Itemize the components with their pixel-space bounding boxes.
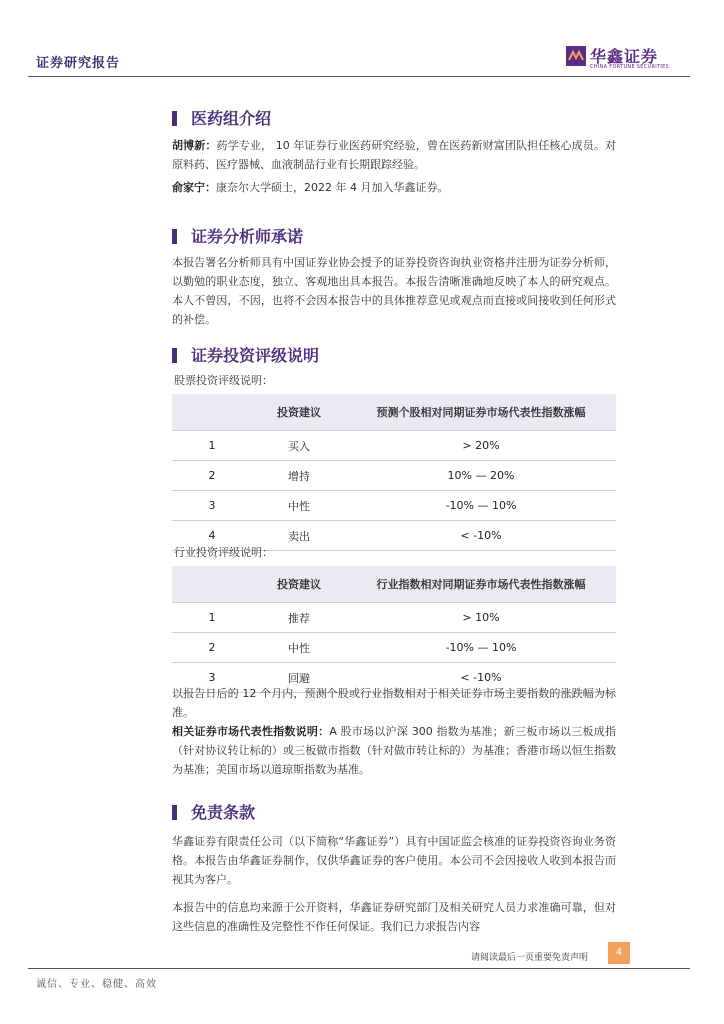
table-header-cell: 投资建议 xyxy=(252,566,346,603)
table-cell: 中性 xyxy=(252,491,346,521)
team-member-1 xyxy=(172,136,616,174)
logo-subtext: CHINA FORTUNE SECURITIES xyxy=(590,64,670,70)
logo-icon xyxy=(566,46,586,66)
section-marker xyxy=(172,229,177,244)
disclaimer-paragraph-2: 本报告中的信息均来源于公开资料，华鑫证券研究部门及相关研究人员力求准确可靠，但对这些信息的准确性及完整性不作任何保证。我们已力求报告内容 xyxy=(172,901,616,933)
stock-rating-table xyxy=(172,394,616,551)
section-marker xyxy=(172,805,177,820)
table-header-cell xyxy=(172,394,252,431)
member-bio: 康奈尔大学硕士，2022 年 4 月加入华鑫证券。 xyxy=(216,181,449,194)
table-cell: 1 xyxy=(172,603,252,633)
table-cell: 买入 xyxy=(252,431,346,461)
section-marker xyxy=(172,348,177,363)
company-logo xyxy=(566,46,696,74)
table-row xyxy=(172,461,616,491)
table-cell: 回避 xyxy=(252,663,346,693)
footer-motto: 诚信、专业、稳健、高效 xyxy=(36,979,157,990)
table-row xyxy=(172,633,616,663)
member-name: 俞家宁： xyxy=(172,181,216,194)
rating-note: 以报告日后的 12 个月内，预测个股或行业指数相对于相关证券市场主要指数的涨跌幅为标准。 xyxy=(172,687,616,719)
table-cell: 10% — 20% xyxy=(346,461,616,491)
logo-text: 华鑫证券 xyxy=(590,47,659,66)
table-row xyxy=(172,603,616,633)
table-cell: < -10% xyxy=(346,663,616,693)
table-header-row xyxy=(172,566,616,603)
table-cell: 4 xyxy=(172,521,252,551)
table-cell: 2 xyxy=(172,633,252,663)
table-header-cell: 投资建议 xyxy=(252,394,346,431)
industry-rating-label: 行业投资评级说明： xyxy=(174,546,273,559)
table-cell: 1 xyxy=(172,431,252,461)
table-cell: 3 xyxy=(172,663,252,693)
table-cell: 2 xyxy=(172,461,252,491)
section-heading-team: 医药组介绍 xyxy=(172,106,271,129)
table-cell: < -10% xyxy=(346,521,616,551)
table-cell: > 10% xyxy=(346,603,616,633)
table-cell: -10% — 10% xyxy=(346,491,616,521)
table-header-cell: 预测个股相对同期证券市场代表性指数涨幅 xyxy=(346,394,616,431)
table-header-cell: 行业指数相对同期证券市场代表性指数涨幅 xyxy=(346,566,616,603)
table-cell: 推荐 xyxy=(252,603,346,633)
member-bio: 药学专业， 10 年证券行业医药研究经验，曾在医药新财富团队担任核心成员。对原料药、医疗器械、血液制品行业有长期跟踪经验。 xyxy=(172,139,616,171)
index-note xyxy=(172,722,616,779)
table-cell: 卖出 xyxy=(252,521,346,551)
table-cell: 中性 xyxy=(252,633,346,663)
table-cell: 3 xyxy=(172,491,252,521)
index-note-label: 相关证券市场代表性指数说明： xyxy=(172,725,330,738)
page-number: 4 xyxy=(608,942,630,964)
table-cell: > 20% xyxy=(346,431,616,461)
table-header-cell xyxy=(172,566,252,603)
table-row xyxy=(172,491,616,521)
team-member-2 xyxy=(172,178,616,197)
index-note-text: A 股市场以沪深 300 指数为基准；新三板市场以三板成指（针对协议转让标的）或三板做市指数（针对做市转让标的）为基准；香港市场以恒生指数为基准；美国市场以道琼斯指数为基准。 xyxy=(172,725,616,776)
section-heading-disclaimer: 免责条款 xyxy=(172,800,255,823)
section-heading-rating: 证券投资评级说明 xyxy=(172,343,319,366)
table-cell: 增持 xyxy=(252,461,346,491)
commitment-text: 本报告署名分析师具有中国证券业协会授予的证券投资咨询执业资格并注册为证券分析师，以勤勉的职业态度，独立、客观地出具本报告。本报告清晰准确地反映了本人的研究观点。本人不曾因，不因，也将不会因本报告中的具体推荐意见或观点而直接或间接收到任何形式的补偿。 xyxy=(172,256,616,326)
member-name: 胡博新： xyxy=(172,139,217,152)
table-cell: -10% — 10% xyxy=(346,633,616,663)
report-type-title: 证券研究报告 xyxy=(36,56,121,71)
disclaimer-paragraph-1: 华鑫证券有限责任公司（以下简称“华鑫证券”）具有中国证监会核准的证券投资咨询业务资格。本报告由华鑫证券制作，仅供华鑫证券的客户使用。本公司不会因接收人收到本报告而视其为客户。 xyxy=(172,835,616,886)
footer-disclaimer-note: 请阅读最后一页重要免责声明 xyxy=(467,950,588,963)
section-heading-commitment: 证券分析师承诺 xyxy=(172,224,303,247)
stock-rating-label: 股票投资评级说明： xyxy=(174,374,273,387)
section-marker xyxy=(172,111,177,126)
table-row xyxy=(172,431,616,461)
industry-rating-table xyxy=(172,566,616,693)
header-divider xyxy=(28,76,690,77)
footer-divider xyxy=(28,968,690,969)
table-header-row xyxy=(172,394,616,431)
